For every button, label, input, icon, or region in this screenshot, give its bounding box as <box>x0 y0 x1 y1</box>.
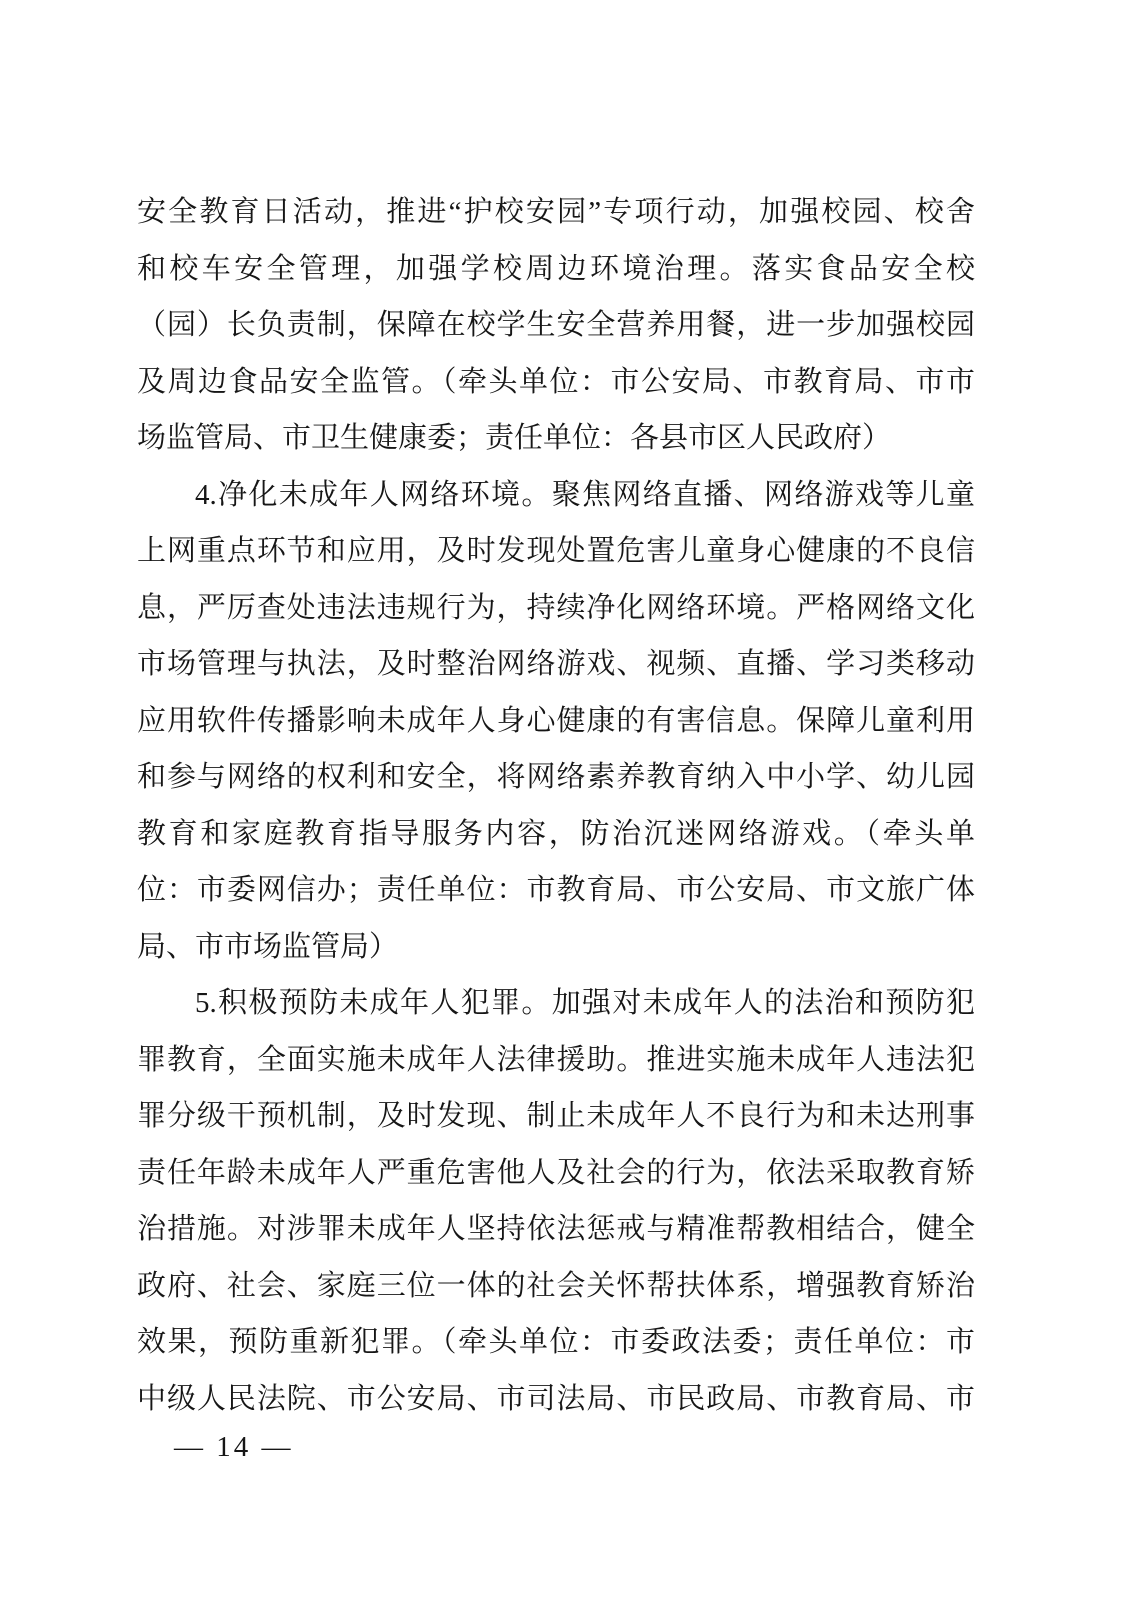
text-line: 治措施。对涉罪未成年人坚持依法惩戒与精准帮教相结合，健全 <box>137 1213 975 1245</box>
text-line: 安全教育日活动，推进“护校安园”专项行动，加强校园、校舍 <box>137 196 975 228</box>
page-footer <box>174 1430 294 1464</box>
document-body <box>137 184 975 1427</box>
paragraph-item-5 <box>137 975 975 1427</box>
text-line: 4.净化未成年人网络环境。聚焦网络直播、网络游戏等儿童 <box>195 478 975 511</box>
page-number: — 14 — <box>174 1431 294 1463</box>
text-line: 市场管理与执法，及时整治网络游戏、视频、直播、学习类移动 <box>137 648 975 680</box>
paragraph-continuation <box>137 184 975 467</box>
text-line: 息，严厉查处违法违规行为，持续净化网络环境。严格网络文化 <box>137 591 975 624</box>
text-line: 教育和家庭教育指导服务内容，防治沉迷网络游戏。（牵头单 <box>137 817 975 850</box>
text-line: 中级人民法院、市公安局、市司法局、市民政局、市教育局、市 <box>137 1382 975 1415</box>
text-line: 政府、社会、家庭三位一体的社会关怀帮扶体系，增强教育矫治 <box>137 1269 975 1302</box>
text-line: 场监管局、市卫生健康委；责任单位：各县市区人民政府） <box>137 422 892 454</box>
text-line: 及周边食品安全监管。（牵头单位：市公安局、市教育局、市市 <box>137 365 975 398</box>
text-line: 局、市市场监管局） <box>137 930 399 963</box>
text-line: 效果，预防重新犯罪。（牵头单位：市委政法委；责任单位：市 <box>137 1326 975 1358</box>
paragraph-item-4 <box>137 467 975 976</box>
text-line: 应用软件传播影响未成年人身心健康的有害信息。保障儿童利用 <box>137 704 975 737</box>
text-line: 和校车安全管理，加强学校周边环境治理。落实食品安全校 <box>137 252 975 285</box>
text-line: 罪教育，全面实施未成年人法律援助。推进实施未成年人违法犯 <box>137 1043 975 1076</box>
text-line: 位：市委网信办；责任单位：市教育局、市公安局、市文旅广体 <box>137 874 975 906</box>
text-line: 上网重点环节和应用，及时发现处置危害儿童身心健康的不良信 <box>137 535 975 567</box>
text-line: （园）长负责制，保障在校学生安全营养用餐，进一步加强校园 <box>137 309 975 341</box>
text-line: 责任年龄未成年人严重危害他人及社会的行为，依法采取教育矫 <box>137 1156 975 1189</box>
text-line: 和参与网络的权利和安全，将网络素养教育纳入中小学、幼儿园 <box>137 761 975 793</box>
text-line: 罪分级干预机制，及时发现、制止未成年人不良行为和未达刑事 <box>137 1100 975 1132</box>
text-line: 5.积极预防未成年人犯罪。加强对未成年人的法治和预防犯 <box>195 987 975 1019</box>
